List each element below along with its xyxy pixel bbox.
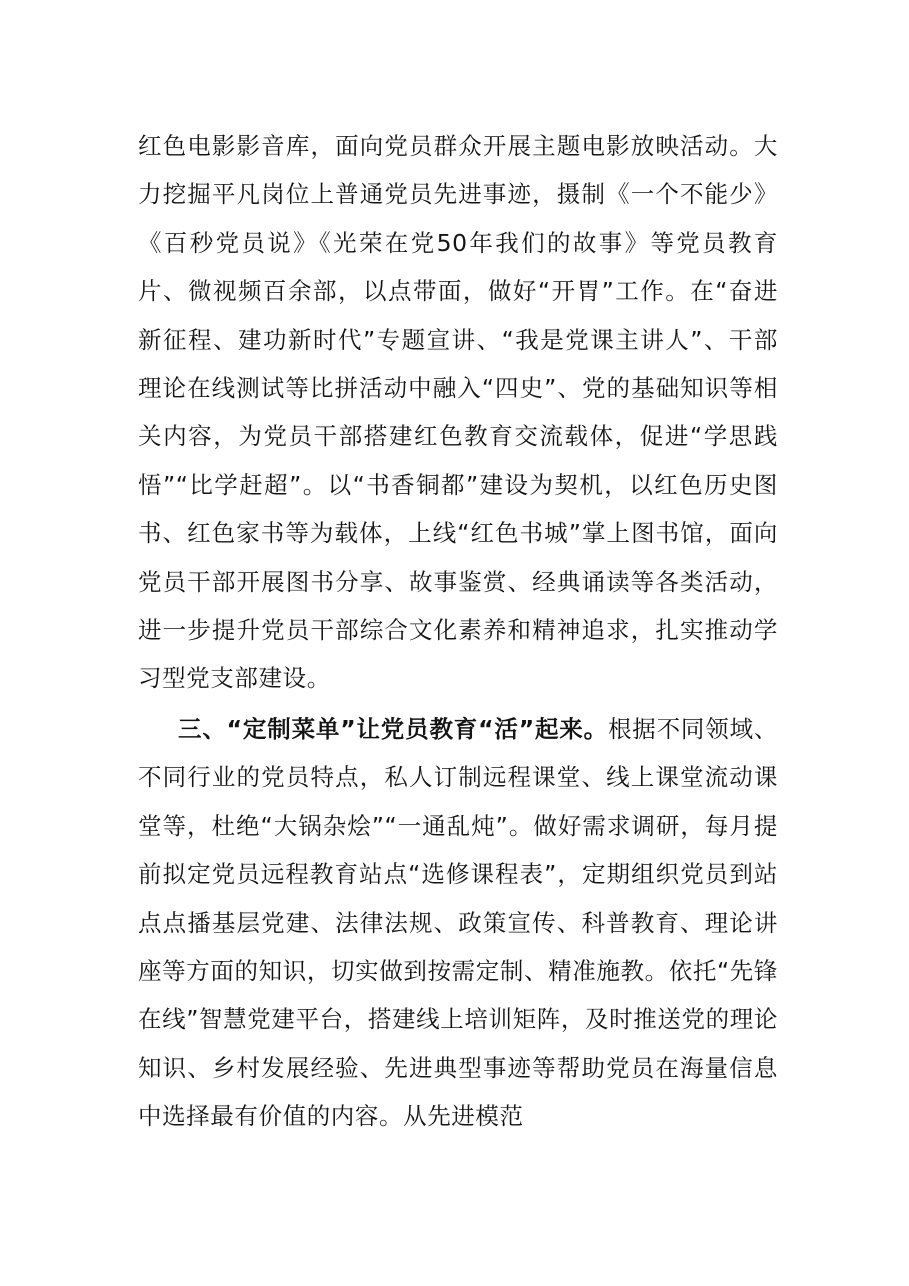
section-body-text: 根据不同领域、不同行业的党员特点，私人订制远程课堂、线上课堂流动课堂等，杜绝“大锅杂烩”“一通乱炖”。做好需求调研，每月提前拟定党员远程教育站点“选修课程表”，定期组织党员到站点点播基层党建、法律法规、政策宣传、科普教育、理论讲座等方面的知识，切实做到按需定制、精准施教。依托“先锋在线”智慧党建平台，搭建线上培训矩阵，及时推送党的理论知识、乡村发展经验、先进典型事迹等帮助党员在海量信息中选择最有价值的内容。从先进模范 bbox=[138, 715, 778, 1131]
section-paragraph bbox=[138, 705, 778, 1141]
section-heading: 三、“定制菜单”让党员教育“活”起来。 bbox=[178, 715, 608, 743]
body-paragraph: 红色电影影音库，面向党员群众开展主题电影放映活动。大力挖掘平凡岗位上普通党员先进事迹，摄制《一个不能少》《百秒党员说》《光荣在党50年我们的故事》等党员教育片、微视频百余部，以点带面，做好“开胃”工作。在“奋进新征程、建功新时代”专题宣讲、“我是党课主讲人”、干部理论在线测试等比拼活动中融入“四史”、党的基础知识等相关内容，为党员干部搭建红色教育交流载体，促进“学思践悟”“比学赶超”。以“书香铜都”建设为契机，以红色历史图书、红色家书等为载体，上线“红色书城”掌上图书馆，面向党员干部开展图书分享、故事鉴赏、经典诵读等各类活动，进一步提升党员干部综合文化素养和精神追求，扎实推动学习型党支部建设。 bbox=[138, 132, 778, 693]
